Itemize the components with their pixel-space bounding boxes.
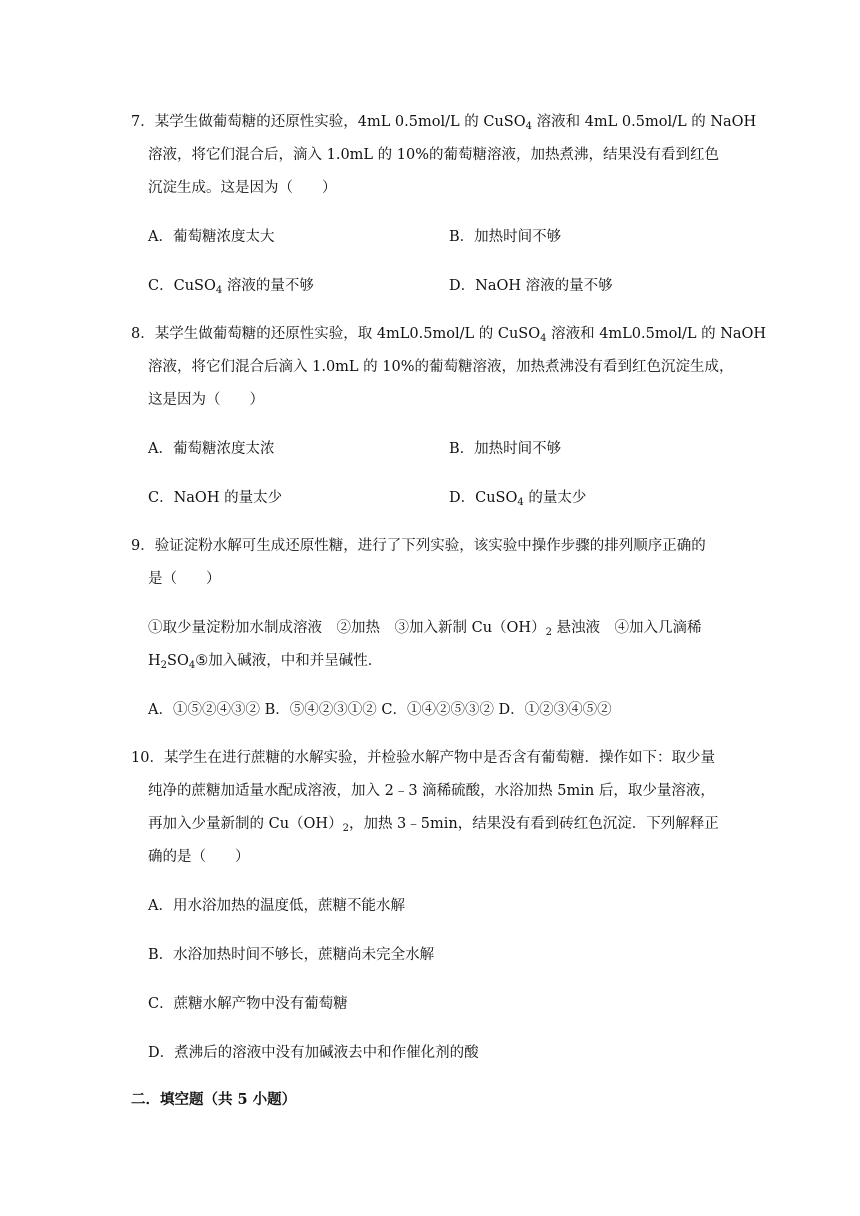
q8-option-a: A．葡萄糖浓度太浓 [148, 441, 275, 457]
q10-line-1: 10．某学生在进行蔗糖的水解实验，并检验水解产物中是否含有葡萄糖．操作如下：取少量 [131, 750, 715, 766]
q7-line-3: 沉淀生成。这是因为（ ） [148, 180, 337, 196]
q8-option-b: B．加热时间不够 [449, 441, 562, 457]
q7-line-2: 溶液，将它们混合后，滴入 1.0mL 的 10%的葡萄糖溶液，加热煮沸，结果没有看到红色 [148, 147, 719, 163]
q10-line-3: 再加入少量新制的 $Cu(OH)_2$，加热 3﹣5min，结果没有看到砖红色沉淀．下列解释正 [148, 816, 719, 834]
q10-option-c: C．蔗糖水解产物中没有葡萄糖 [148, 996, 348, 1012]
q8-option-d: D．CuSO$_4$ 的量太少 [449, 490, 587, 508]
q8-line-1: 8．某学生做葡萄糖的还原性实验，取 4mL0.5mol/L 的 CuSO$_4$ 溶液和 4mL0.5mol/L 的 NaOH [131, 326, 767, 344]
q9-steps-line-2: $H_2SO_4⑤$加入碱液，中和并呈碱性． [148, 653, 383, 671]
q10-line-2: 纯净的蔗糖加适量水配成溶液，加入 2﹣3 滴稀硫酸，水浴加热 5min 后，取少量溶液， [148, 783, 715, 799]
q9-options: A．①⑤②④③② B．⑤④②③①② C．①④②⑤③② D．①②③④⑤② [148, 702, 612, 718]
q10-option-d: D．煮沸后的溶液中没有加碱液去中和作催化剂的酸 [148, 1045, 479, 1061]
q7-line-1: 7．某学生做葡萄糖的还原性实验，4mL 0.5mol/L 的 CuSO$_4$ 溶液和 4mL 0.5mol/L 的 NaOH [131, 114, 757, 132]
q10-option-b: B．水浴加热时间不够长，蔗糖尚未完全水解 [148, 947, 435, 963]
q8-line-3: 这是因为（ ） [148, 392, 264, 408]
q9-line-1: 9．验证淀粉水解可生成还原性糖，进行了下列实验，该实验中操作步骤的排列顺序正确的 [131, 538, 706, 554]
q9-line-2: 是（ ） [148, 571, 221, 587]
q7-option-d: D．NaOH 溶液的量不够 [449, 278, 613, 294]
q7-option-b: B．加热时间不够 [449, 229, 562, 245]
q10-line-4: 确的是（ ） [148, 849, 250, 865]
q8-option-c: C．NaOH 的量太少 [148, 490, 283, 506]
q9-steps-line-1: ①取少量淀粉加水制成溶液 ②加热 ③加入新制 $Cu(OH)_2$ 悬浊液 ④加入几滴稀 [148, 620, 702, 638]
q10-option-a: A．用水浴加热的温度低，蔗糖不能水解 [148, 898, 405, 914]
q7-option-c: C．CuSO$_4$ 溶液的量不够 [148, 278, 314, 296]
section-title-fill-in: 二．填空题（共 5 小题） [131, 1091, 297, 1108]
q7-option-a: A．葡萄糖浓度太大 [148, 229, 275, 245]
q8-line-2: 溶液，将它们混合后滴入 1.0mL 的 10%的葡萄糖溶液，加热煮沸没有看到红色沉淀生成， [148, 359, 734, 375]
